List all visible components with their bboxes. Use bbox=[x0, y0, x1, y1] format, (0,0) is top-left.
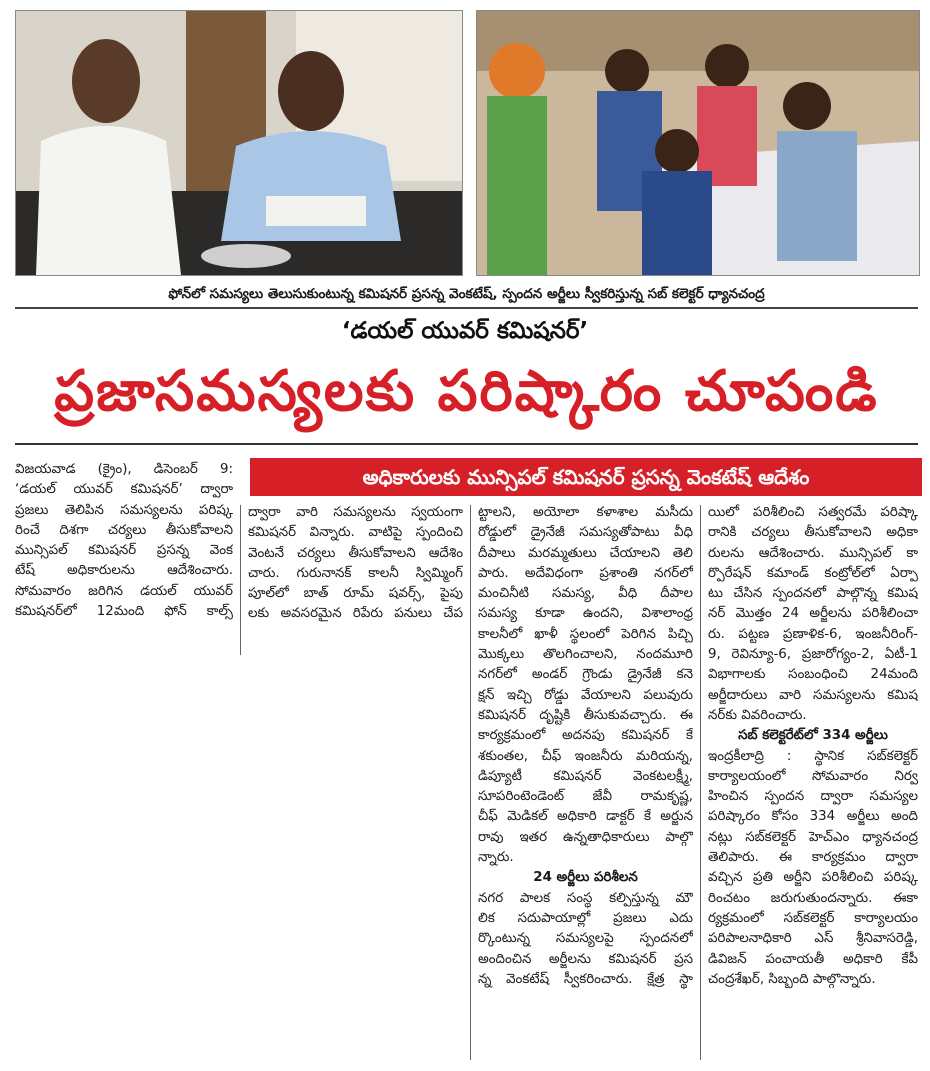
article-line: కార్యాలయంలో సోమవారం నిర్వ bbox=[708, 768, 918, 784]
article-line: నట్లు సబ్‌కలెక్టర్ హెచ్‌ఎం ధ్యానచంద్ర bbox=[708, 829, 918, 845]
article-line: కార్యక్రమంలో అదనపు కమిషనర్ కే bbox=[478, 728, 693, 744]
article-line: పారు. అదేవిధంగా ప్రశాంతి నగర్‌లో bbox=[478, 565, 693, 581]
photo-caption: ఫోన్‌లో సమస్యలు తెలుసుకుంటున్న కమిషనర్ ప్రసన్న వెంకటేష్, స్పందన అర్జీలు స్వీకరిస్తున్న సబ్ కలెక్టర్ ధ్యానచంద్ర bbox=[15, 281, 918, 309]
article-column-2 bbox=[248, 503, 463, 625]
column-divider bbox=[700, 505, 701, 1060]
article-line: సమస్య కూడా ఉందని, విశాలాంధ్ర bbox=[478, 606, 693, 622]
article-line: క్షన్ ఇచ్చి రోడ్డు వేయాలని పలువురు bbox=[478, 687, 693, 703]
article-line: నగర్‌లో అండర్ గ్రౌండు డ్రైనేజీ కనె bbox=[478, 667, 693, 683]
photo-sub-collector bbox=[476, 10, 920, 276]
article-line: ప్రజలు తెలిపిన సమస్యలను పరిష్క bbox=[15, 502, 233, 518]
article-line: చంద్రశేఖర్, సిబ్బంది పాల్గొన్నారు. bbox=[708, 971, 876, 987]
article-line: లకు అవసరమైన రిపేరు పనులు చేప bbox=[248, 606, 463, 622]
article-line: పరిపాలనాధికారి ఎస్ శ్రీనివాసరెడ్డి, bbox=[708, 931, 918, 947]
article-line: హించిన స్పందన ద్వారా సమస్యల bbox=[708, 789, 918, 805]
article-line: అందించిన అర్జీలను కమిషనర్ ప్రస bbox=[478, 951, 693, 967]
headline: ప్రజాసమస్యలకు పరిష్కారం చూపండి bbox=[54, 359, 879, 424]
article-line: వెంటనే చర్యలు తీసుకోవాలని ఆదేశిం bbox=[248, 545, 463, 561]
article-line: లిక సదుపాయాల్లో ప్రజలు ఎదు bbox=[478, 910, 693, 926]
article-line: రావు ఇతర ఉన్నతాధికారులు పాల్గొ bbox=[478, 829, 693, 845]
article-line: కమిషనర్ దృష్టికి తీసుకువచ్చారు. ఈ bbox=[478, 707, 693, 723]
article-line: ద్వారా వారి సమస్యలను స్వయంగా bbox=[248, 505, 463, 520]
article-line: వచ్చిన ప్రతి అర్జీని పరిశీలించి పరిష్క bbox=[708, 870, 918, 886]
article-column-4 bbox=[708, 503, 918, 990]
article-line: రు. పట్టణ ప్రణాళిక-6, ఇంజనీరింగ్- bbox=[708, 626, 918, 642]
article-line: సోమవారం జరిగిన డయల్ యువర్ bbox=[15, 583, 233, 599]
article-line: రించటం జరుగుతుందన్నారు. ఈకా bbox=[708, 890, 918, 906]
article-line: అర్జీదారులు వారి సమస్యలను కమిష bbox=[708, 687, 918, 703]
photo-sub-collector-illustration bbox=[477, 11, 919, 275]
article-line: మొక్కలు తొలగించాలని, నందమూరి bbox=[478, 647, 693, 663]
article-line: న్న వెంకటేష్ స్వీకరించారు. క్షేత్ర స్థా bbox=[478, 971, 693, 987]
headline-rule bbox=[15, 443, 918, 445]
article-line: రానికి చర్యలు తీసుకోవాలని అధికా bbox=[708, 525, 918, 541]
article-line: న్నారు. bbox=[478, 850, 514, 866]
article-line: టు చేసిన స్పందనలో పాల్గొన్న కమిష bbox=[708, 586, 918, 602]
article-line: సూపరింటెండెంట్ జేవీ రామకృష్ణ, bbox=[478, 789, 693, 805]
article-line: రించే దిశగా చర్యలు తీసుకోవాలని bbox=[15, 522, 233, 538]
article-line: మున్సిపల్ కమిషనర్ ప్రసన్న వెంక bbox=[15, 543, 233, 559]
article-line: పరిష్కారం కోసం 334 అర్జీలు అంది bbox=[708, 809, 918, 825]
article-line: రోడ్డులో డ్రైనేజీ సమస్యతోపాటు వీధి bbox=[478, 525, 693, 541]
article-line: నర్‌కు వివరించారు. bbox=[708, 707, 807, 723]
article-line: దీపాలు మరమ్మతులు చేయాలని తెలి bbox=[478, 545, 693, 561]
article-line: రులను ఆదేశించారు. మున్సిపల్ కా bbox=[708, 545, 918, 561]
article-line: మంచినీటి సమస్య, వీధి దీపాల bbox=[478, 586, 693, 602]
article-line: డివిజన్ పంచాయతీ అధికారి కేపీ bbox=[708, 951, 918, 967]
article-line: ఇంద్రకీలాద్రి : స్థానిక సబ్‌కలెక్టర్ bbox=[708, 748, 918, 764]
article-line: ‘డయల్ యువర్ కమిషనర్’ ద్వారా bbox=[15, 482, 233, 498]
column-divider bbox=[240, 505, 241, 655]
article-line: చీఫ్ మెడికల్ అధికారి డాక్టర్ కే అర్జున bbox=[478, 809, 693, 825]
article-line: చారు. గురునానక్ కాలనీ స్విమ్మింగ్ bbox=[248, 565, 463, 581]
article-line: కమిషనర్ విన్నారు. వాటిపై స్పందించి bbox=[248, 525, 463, 541]
article-column-3 bbox=[478, 503, 693, 990]
section-heading: సబ్ కలెక్టరేట్‌లో 334 అర్జీలు bbox=[738, 728, 888, 744]
kicker: ‘డయల్ యువర్ కమిషనర్’ bbox=[341, 318, 589, 344]
subheadline-banner: అధికారులకు మున్సిపల్ కమిషనర్ ప్రసన్న వెంకటేష్ ఆదేశం bbox=[250, 458, 922, 496]
article-line: విభాగాలకు సంబంధించి 24మంది bbox=[708, 667, 918, 683]
article-line: ర్పొరేషన్ కమాండ్ కంట్రోల్‌లో ఏర్పా bbox=[708, 565, 918, 581]
article-column-1 bbox=[15, 460, 233, 622]
article-line: 9, రెవిన్యూ-6, ప్రజారోగ్యం-2, ఏటీ-1 bbox=[708, 647, 918, 663]
section-heading: 24 అర్జీలు పరిశీలన bbox=[533, 870, 638, 886]
article-line: యిలో పరిశీలించి సత్వరమే పరిష్కా bbox=[708, 505, 918, 520]
article-line: నగర పాలక సంస్థ కల్పిస్తున్న మౌ bbox=[478, 890, 693, 906]
photo-commissioner bbox=[15, 10, 463, 276]
photo-commissioner-illustration bbox=[16, 11, 462, 275]
article-line: ర్కొంటున్న సమస్యలపై స్పందనలో bbox=[478, 931, 693, 947]
article-line: ట్టాలని, అయోలా కళాశాల మసీదు bbox=[478, 505, 693, 520]
article-line: పూల్‌లో బాత్ రూమ్ షవర్స్, పైపు bbox=[248, 586, 463, 602]
article-line: ర్యక్రమంలో సబ్‌కలెక్టర్ కార్యాలయం bbox=[708, 910, 918, 926]
article-line: కాలనీలో ఖాళీ స్థలంలో పెరిగిన పిచ్చి bbox=[478, 626, 693, 642]
article-line: విజయవాడ (క్రైం), డిసెంబర్ 9: bbox=[15, 462, 233, 477]
column-divider bbox=[470, 505, 471, 1060]
article-line: డిప్యూటీ కమిషనర్ వెంకటలక్ష్మీ, bbox=[478, 768, 693, 784]
article-line: శకుంతల, చీఫ్ ఇంజనీరు మరియన్న, bbox=[478, 748, 693, 764]
article-line: నర్ మొత్తం 24 అర్జీలను పరిశీలించా bbox=[708, 606, 918, 622]
article-line: టేష్ అధికారులను ఆదేశించారు. bbox=[15, 563, 233, 579]
article-line: కమిషనర్‌లో 12మంది ఫోన్ కాల్స్ bbox=[15, 604, 233, 620]
article-line: తెలిపారు. ఈ కార్యక్రమం ద్వారా bbox=[708, 850, 918, 866]
